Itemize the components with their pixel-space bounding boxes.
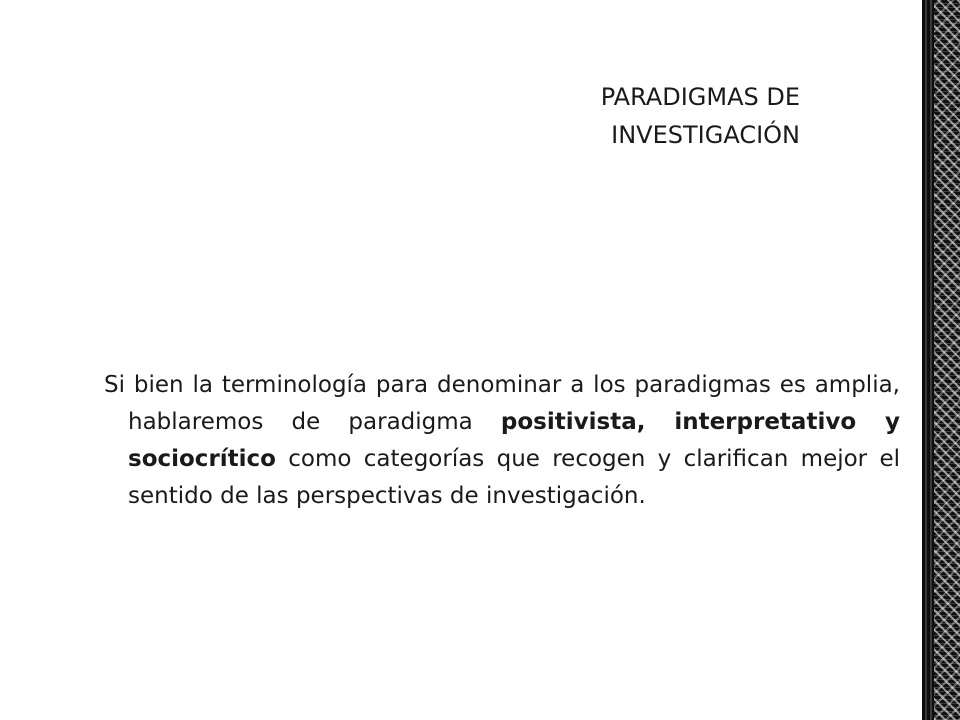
paragraph-bold-paradigms: positivista, interpretativo y sociocrítico (128, 409, 900, 472)
decorative-edge-line (930, 0, 932, 720)
paragraph-text-2: como categorías que recogen y clarifican mejor el sentido de las perspectivas de investigación. (128, 446, 900, 509)
paragraph-text-1: Si bien la terminología para denominar a los paradigmas es amplia, hablaremos de paradigma (104, 372, 900, 435)
slide-title-line-1: PARADIGMAS DE (600, 83, 800, 111)
decorative-edge-line (925, 0, 927, 720)
slide-body-paragraph (104, 367, 900, 515)
slide-title-line-2: INVESTIGACIÓN (611, 121, 800, 149)
decorative-edge-texture (934, 0, 960, 720)
slide-title (480, 78, 800, 154)
